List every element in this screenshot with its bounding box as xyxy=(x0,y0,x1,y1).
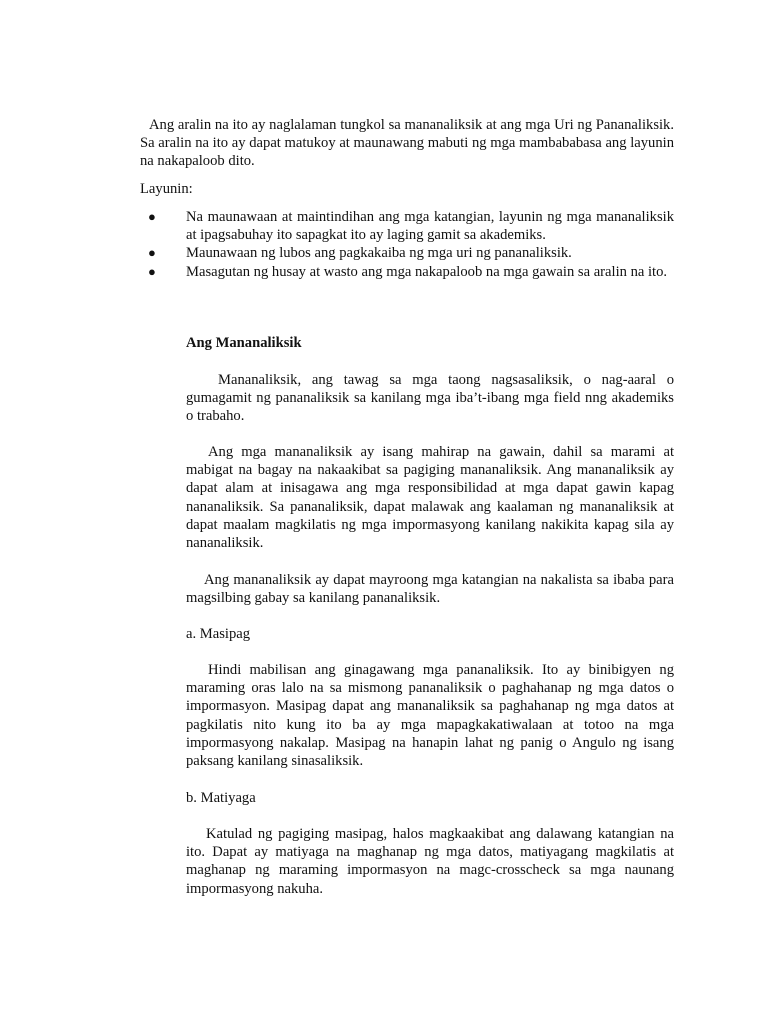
bullet-icon: ● xyxy=(148,263,156,279)
body-paragraph: Ang mananaliksik ay dapat mayroong mga katangian na nakalista sa ibaba para magsilbing gabay sa kanilang pananaliksik. xyxy=(186,572,674,607)
trait-paragraph: Katulad ng pagiging masipag, halos magkaakibat ang dalawang katangian na ito. Dapat ay matiyaga na maghanap ng mga datos, matiyagang magkilatis at maghanap ng maraming impormasyon na magc-crosscheck sa mga naunang impormasyong nakuha. xyxy=(186,826,674,897)
objective-text: Maunawaan ng lubos ang pagkakaiba ng mga uri ng pananaliksik. xyxy=(186,245,572,262)
objective-text: Masagutan ng husay at wasto ang mga nakapaloob na mga gawain sa aralin na ito. xyxy=(186,263,668,280)
objectives-label: Layunin: xyxy=(140,181,193,197)
body-paragraph: Mananaliksik, ang tawag sa mga taong nagsasaliksik, o nag-aaral o gumagamit ng pananaliksik sa kanilang mga iba’t-ibang mga field nng akademiks o trabaho. xyxy=(186,372,674,425)
intro-paragraph: Ang aralin na ito ay naglalaman tungkol sa mananaliksik at ang mga Uri ng Pananaliksik. Sa aralin na ito ay dapat matukoy at maunawang mabuti ng mga mambababasa ang layunin na nakapaloob dito. xyxy=(140,117,674,170)
objective-text: Na maunawaan at maintindihan ang mga katangian, layunin ng mga mananaliksik at ipagsabuhay ito sapagkat ito ay laging gamit sa akademiks. xyxy=(186,209,674,244)
body-paragraph: Ang mga mananaliksik ay isang mahirap na gawain, dahil sa marami at mabigat na bagay na nakaakibat sa pagiging mananaliksik. Ang mananaliksik ay dapat alam at inisagawa ang mga responsibilidad at mga dapat gawin kapag nananaliksik. Sa pananaliksik, dapat malawak ang kaalaman ng mananaliksik at dapat maalam magkilatis ng mga impormasyong kanilang nakikita kapag sila ay nananaliksik. xyxy=(186,444,674,552)
objective-item xyxy=(140,208,674,244)
objectives-list xyxy=(140,208,674,281)
trait-label: b. Matiyaga xyxy=(186,790,256,806)
objective-item xyxy=(140,244,674,262)
bullet-icon: ● xyxy=(148,209,156,224)
trait-paragraph: Hindi mabilisan ang ginagawang mga pananaliksik. Ito ay binibigyen ng maraming oras lalo na sa mismong pananaliksik o paghahanap ng mga datos o impormasyon. Masipag dapat ang mananaliksik sa paghahanap ng mga datos at pagkilatis nito kung ito ba ay mga mapagkakatiwalaan at totoo na mga impormasyong nakalap. Masipag na hanapin lahat ng panig o Angulo ng isang paksang kanilang sinasaliksik. xyxy=(186,662,674,770)
trait-label: a. Masipag xyxy=(186,626,251,642)
bullet-icon: ● xyxy=(148,245,156,261)
section-heading: Ang Mananaliksik xyxy=(186,335,302,351)
objective-item xyxy=(140,263,674,281)
